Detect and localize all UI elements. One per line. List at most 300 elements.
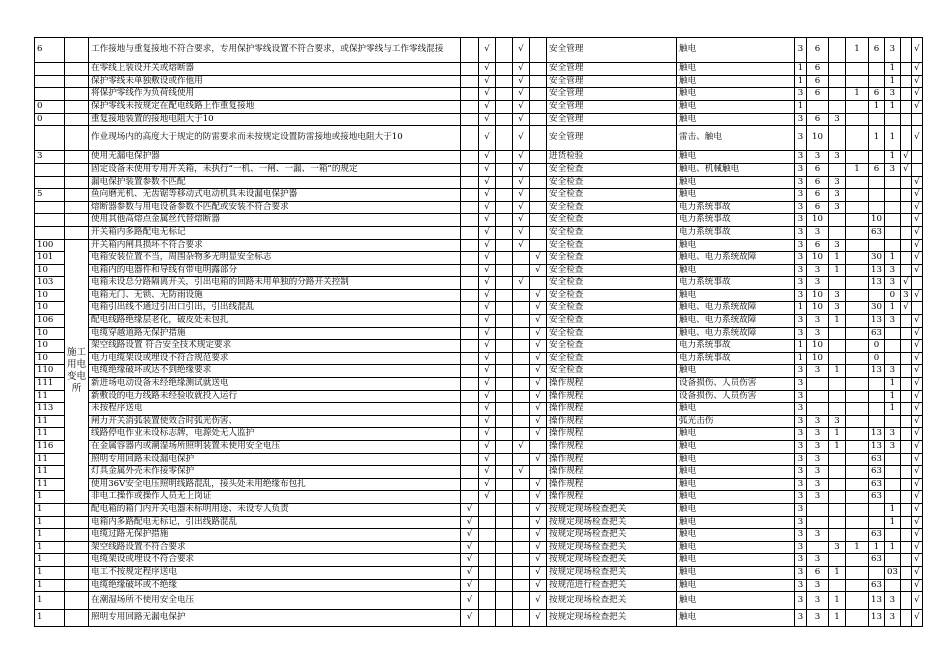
check-col-1: √ [461,503,479,516]
check-col-5 [530,214,547,227]
danger-value [846,390,869,403]
exposure-value: 3 [807,315,829,328]
risk-level [884,478,900,491]
control-measure: 按规定现场检查把关 [547,529,677,542]
check-col-2: √ [479,378,496,391]
check-col-5: √ [530,516,547,529]
control-measure: 按规定现场检查把关 [547,566,677,579]
check-col-3 [496,579,513,592]
check-col-5: √ [530,554,547,567]
check-col-5 [530,88,547,101]
check-col-4 [513,579,530,592]
control-measure: 安全检查 [547,226,677,239]
exposure-value: 3 [807,226,829,239]
risk-level: 1 [884,516,900,529]
check-col-4: √ [513,88,530,101]
check-col-4: √ [513,151,530,164]
check-col-5: √ [530,428,547,441]
danger-value [846,75,869,88]
accident-type: 触电 [677,466,795,479]
check-col-5: √ [530,289,547,302]
exposure-value: 6 [807,201,829,214]
control-measure: 按规定现场检查把关 [547,503,677,516]
check-col-3 [496,516,513,529]
check-col-4 [513,503,530,516]
danger-value [846,302,869,315]
risk-grade: 63 [869,554,885,567]
risk-level: 3 [884,163,900,176]
likelihood-value: 3 [795,151,807,164]
likelihood-value: 3 [795,541,807,554]
check-col-4 [513,365,530,378]
check-col-3 [496,428,513,441]
risk-grade: 13 [869,315,885,328]
hazard-description: 新进场电动设备未经绝缘测试就送电 [89,378,461,391]
check-col-6 [900,327,911,340]
accident-type: 电力系统事故 [677,277,795,290]
check-col-3 [496,151,513,164]
check-col-6 [900,63,911,76]
consequence-value: 3 [829,415,846,428]
hazard-description: 电箱安装位置不当，周围杂物多无明显安全标志 [89,252,461,265]
check-col-6 [900,340,911,353]
accident-type: 触电 [677,100,795,113]
check-col-1 [461,289,479,302]
accident-type: 触电 [677,113,795,126]
category-cell-empty [65,554,89,567]
exposure-value: 10 [807,252,829,265]
check-col-5: √ [530,264,547,277]
risk-grade: 63 [869,579,885,592]
control-measure: 安全管理 [547,75,677,88]
check-col-2: √ [479,441,496,454]
check-col-3 [496,113,513,126]
accident-type: 触电 [677,516,795,529]
exposure-value: 6 [807,113,829,126]
likelihood-value: 3 [795,403,807,416]
consequence-value: 3 [829,239,846,252]
check-col-4: √ [513,126,530,151]
table-row [35,378,923,391]
danger-value [846,100,869,113]
check-col-7: √ [911,541,922,554]
check-col-5 [530,63,547,76]
check-col-2: √ [479,315,496,328]
table-row [35,390,923,403]
check-col-7 [911,151,922,164]
danger-value [846,126,869,151]
consequence-value [829,390,846,403]
check-col-4 [513,315,530,328]
table-row [35,541,923,554]
hazard-description: 电箱未设总分路隔离开关，引出电箱的回路未用单独的分路开关控制 [89,277,461,290]
table-row [35,264,923,277]
check-col-5 [530,38,547,63]
check-col-4 [513,302,530,315]
exposure-value: 3 [807,441,829,454]
check-col-6 [900,176,911,189]
check-col-5 [530,151,547,164]
hazard-description: 在金属容器内或潮湿场所照明装置未使用安全电压 [89,441,461,454]
consequence-value [829,88,846,101]
exposure-value: 6 [807,163,829,176]
check-col-2: √ [479,390,496,403]
danger-value [846,428,869,441]
danger-value [846,289,869,302]
risk-grade: 10 [869,214,885,227]
check-col-4 [513,609,530,627]
check-col-6: √ [900,151,911,164]
check-col-1 [461,88,479,101]
check-col-6 [900,503,911,516]
accident-type: 触电 [677,365,795,378]
control-measure: 操作规程 [547,491,677,504]
control-measure: 按规定现场检查把关 [547,592,677,610]
hazard-description: 架空线路设置 符合安全技术规定要求 [89,340,461,353]
risk-level: 1 [884,390,900,403]
check-col-6 [900,592,911,610]
likelihood-value: 1 [795,302,807,315]
accident-type: 设备损伤、人员伤害 [677,390,795,403]
hazard-description: 电缆绝缘破坏或不绝缘 [89,579,461,592]
check-col-6: √ [900,277,911,290]
accident-type: 触电 [677,63,795,76]
check-col-5 [530,163,547,176]
accident-type: 电力系统事故 [677,352,795,365]
check-col-5: √ [530,453,547,466]
check-col-5: √ [530,315,547,328]
risk-level: 3 [884,428,900,441]
risk-grade: 13 [869,428,885,441]
check-col-6 [900,365,911,378]
exposure-value: 3 [807,277,829,290]
likelihood-value: 3 [795,264,807,277]
row-number: 10 [35,340,65,353]
risk-grade [869,378,885,391]
accident-type: 触电 [677,554,795,567]
check-col-2: √ [479,63,496,76]
table-row [35,214,923,227]
accident-type: 电力系统事故 [677,340,795,353]
check-col-4: √ [513,189,530,202]
check-col-2: √ [479,38,496,63]
risk-level [884,189,900,202]
exposure-value [807,541,829,554]
hazard-description: 照明专用回路无漏电保护 [89,609,461,627]
control-measure: 安全检查 [547,189,677,202]
row-number: 0 [35,100,65,113]
check-col-7: √ [911,252,922,265]
consequence-value [829,491,846,504]
accident-type: 触电 [677,503,795,516]
table-row [35,415,923,428]
check-col-1 [461,176,479,189]
danger-value [846,566,869,579]
exposure-value [807,503,829,516]
risk-grade: 1 [869,126,885,151]
check-col-4 [513,478,530,491]
likelihood-value: 3 [795,378,807,391]
table-row [35,63,923,76]
category-cell-empty [65,541,89,554]
consequence-value [829,378,846,391]
row-number [35,226,65,239]
check-col-7: √ [911,88,922,101]
check-col-3 [496,252,513,265]
risk-level [884,327,900,340]
check-col-4: √ [513,75,530,88]
check-col-6 [900,201,911,214]
check-col-7 [911,163,922,176]
danger-value [846,252,869,265]
check-col-1: √ [461,592,479,610]
check-col-1 [461,466,479,479]
risk-level: 1 [884,403,900,416]
check-col-1 [461,214,479,227]
check-col-1 [461,277,479,290]
consequence-value [829,163,846,176]
category-cell-empty [65,201,89,214]
table-row [35,163,923,176]
check-col-3 [496,88,513,101]
check-col-1 [461,352,479,365]
row-number [35,126,65,151]
hazard-description: 电缆穿越道路无保护措施 [89,327,461,340]
risk-level: 1 [884,503,900,516]
risk-level: 1 [884,541,900,554]
consequence-value [829,327,846,340]
check-col-4 [513,491,530,504]
check-col-6 [900,566,911,579]
risk-level [884,352,900,365]
check-col-1 [461,38,479,63]
danger-value [846,403,869,416]
check-col-3 [496,403,513,416]
risk-grade [869,390,885,403]
exposure-value: 3 [807,491,829,504]
check-col-7: √ [911,352,922,365]
check-col-2 [479,554,496,567]
check-col-7: √ [911,214,922,227]
check-col-6 [900,378,911,391]
risk-grade: 13 [869,592,885,610]
category-cell-empty [65,88,89,101]
hazard-description: 熔断器参数与用电设备参数不匹配或安装不符合要求 [89,201,461,214]
check-col-7: √ [911,365,922,378]
check-col-7: √ [911,579,922,592]
check-col-7: √ [911,378,922,391]
accident-type: 触电 [677,239,795,252]
check-col-7 [911,113,922,126]
check-col-1 [461,189,479,202]
likelihood-value: 3 [795,315,807,328]
accident-type: 电力系统事故 [677,201,795,214]
check-col-4: √ [513,176,530,189]
row-number: 1 [35,592,65,610]
check-col-5: √ [530,365,547,378]
check-col-3 [496,529,513,542]
check-col-2: √ [479,75,496,88]
check-col-6 [900,126,911,151]
row-number [35,201,65,214]
hazard-description: 保护零线未按规定在配电线路上作重复接地 [89,100,461,113]
likelihood-value: 3 [795,327,807,340]
danger-value: 1 [846,88,869,101]
risk-level: 3 [884,365,900,378]
control-measure: 操作规程 [547,441,677,454]
row-number: 1 [35,503,65,516]
check-col-1 [461,491,479,504]
check-col-5 [530,189,547,202]
control-measure: 安全检查 [547,176,677,189]
danger-value [846,529,869,542]
check-col-1 [461,100,479,113]
table-row [35,277,923,290]
accident-type: 触电 [677,609,795,627]
risk-level: 1 [884,126,900,151]
check-col-2: √ [479,113,496,126]
table-row [35,466,923,479]
control-measure: 安全检查 [547,327,677,340]
risk-grade [869,189,885,202]
check-col-2: √ [479,302,496,315]
danger-value [846,415,869,428]
likelihood-value: 3 [795,365,807,378]
check-col-1 [461,163,479,176]
exposure-value: 10 [807,302,829,315]
likelihood-value: 3 [795,390,807,403]
risk-level: 3 [884,264,900,277]
check-col-1 [461,113,479,126]
exposure-value [807,378,829,391]
check-col-7: √ [911,315,922,328]
check-col-2: √ [479,176,496,189]
check-col-1 [461,428,479,441]
check-col-4 [513,327,530,340]
check-col-7: √ [911,239,922,252]
risk-level [884,579,900,592]
exposure-value: 6 [807,566,829,579]
check-col-3 [496,441,513,454]
accident-type: 触电 [677,264,795,277]
hazard-description: 电缆绝缘破坏或达不到绝缘要求 [89,365,461,378]
check-col-2: √ [479,252,496,265]
risk-level [884,466,900,479]
check-col-5: √ [530,541,547,554]
check-col-6 [900,541,911,554]
check-col-5: √ [530,252,547,265]
check-col-4 [513,415,530,428]
category-cell-empty [65,529,89,542]
table-row [35,403,923,416]
row-number: 116 [35,441,65,454]
consequence-value: 1 [829,441,846,454]
risk-grade [869,63,885,76]
likelihood-value: 3 [795,201,807,214]
check-col-4 [513,252,530,265]
check-col-2: √ [479,466,496,479]
likelihood-value: 3 [795,252,807,265]
hazard-description: 非电工操作或操作人员无上岗证 [89,491,461,504]
check-col-4 [513,554,530,567]
hazard-description: 使用无漏电保护器 [89,151,461,164]
hazard-description: 在潮湿场所不使用安全电压 [89,592,461,610]
check-col-2 [479,516,496,529]
risk-grade: 13 [869,441,885,454]
row-number [35,163,65,176]
row-number: 101 [35,252,65,265]
accident-type: 触电 [677,529,795,542]
risk-level: 1 [884,378,900,391]
check-col-5 [530,277,547,290]
check-col-1 [461,151,479,164]
row-number: 3 [35,151,65,164]
check-col-5 [530,75,547,88]
row-number: 111 [35,378,65,391]
check-col-2: √ [479,151,496,164]
likelihood-value: 3 [795,491,807,504]
check-col-2: √ [479,403,496,416]
control-measure: 安全检查 [547,365,677,378]
check-col-2: √ [479,239,496,252]
category-cell: 施工用电变电所 [65,239,89,503]
row-number: 0 [35,113,65,126]
check-col-2 [479,579,496,592]
row-number: 6 [35,38,65,63]
category-cell-empty [65,151,89,164]
risk-level [884,239,900,252]
risk-level: 1 [884,302,900,315]
check-col-7: √ [911,289,922,302]
danger-value [846,315,869,328]
row-number: 106 [35,315,65,328]
check-col-4: √ [513,441,530,454]
danger-value [846,441,869,454]
exposure-value: 6 [807,88,829,101]
consequence-value: 3 [829,113,846,126]
check-col-2: √ [479,201,496,214]
hazard-description: 电箱无门、无锁、无防雨设施 [89,289,461,302]
table-row [35,100,923,113]
accident-type: 设备损伤、人员伤害 [677,378,795,391]
check-col-5: √ [530,415,547,428]
control-measure: 安全管理 [547,38,677,63]
check-col-2 [479,503,496,516]
accident-type: 触电 [677,491,795,504]
row-number: 103 [35,277,65,290]
exposure-value [807,100,829,113]
likelihood-value: 3 [795,277,807,290]
danger-value [846,151,869,164]
control-measure: 安全管理 [547,88,677,101]
exposure-value [807,516,829,529]
hazard-description: 作业现场内的高度大于规定的防雷要求而未按规定设置防雷接地或接地电阻大于10 [89,126,461,151]
check-col-2 [479,609,496,627]
table-row [35,226,923,239]
likelihood-value: 1 [795,75,807,88]
check-col-3 [496,478,513,491]
danger-value [846,176,869,189]
control-measure: 操作规程 [547,466,677,479]
category-cell-empty [65,100,89,113]
exposure-value: 6 [807,239,829,252]
check-col-1 [461,264,479,277]
check-col-7 [911,302,922,315]
accident-type: 触电 [677,453,795,466]
risk-grade: 63 [869,478,885,491]
risk-grade [869,503,885,516]
table-row [35,289,923,302]
